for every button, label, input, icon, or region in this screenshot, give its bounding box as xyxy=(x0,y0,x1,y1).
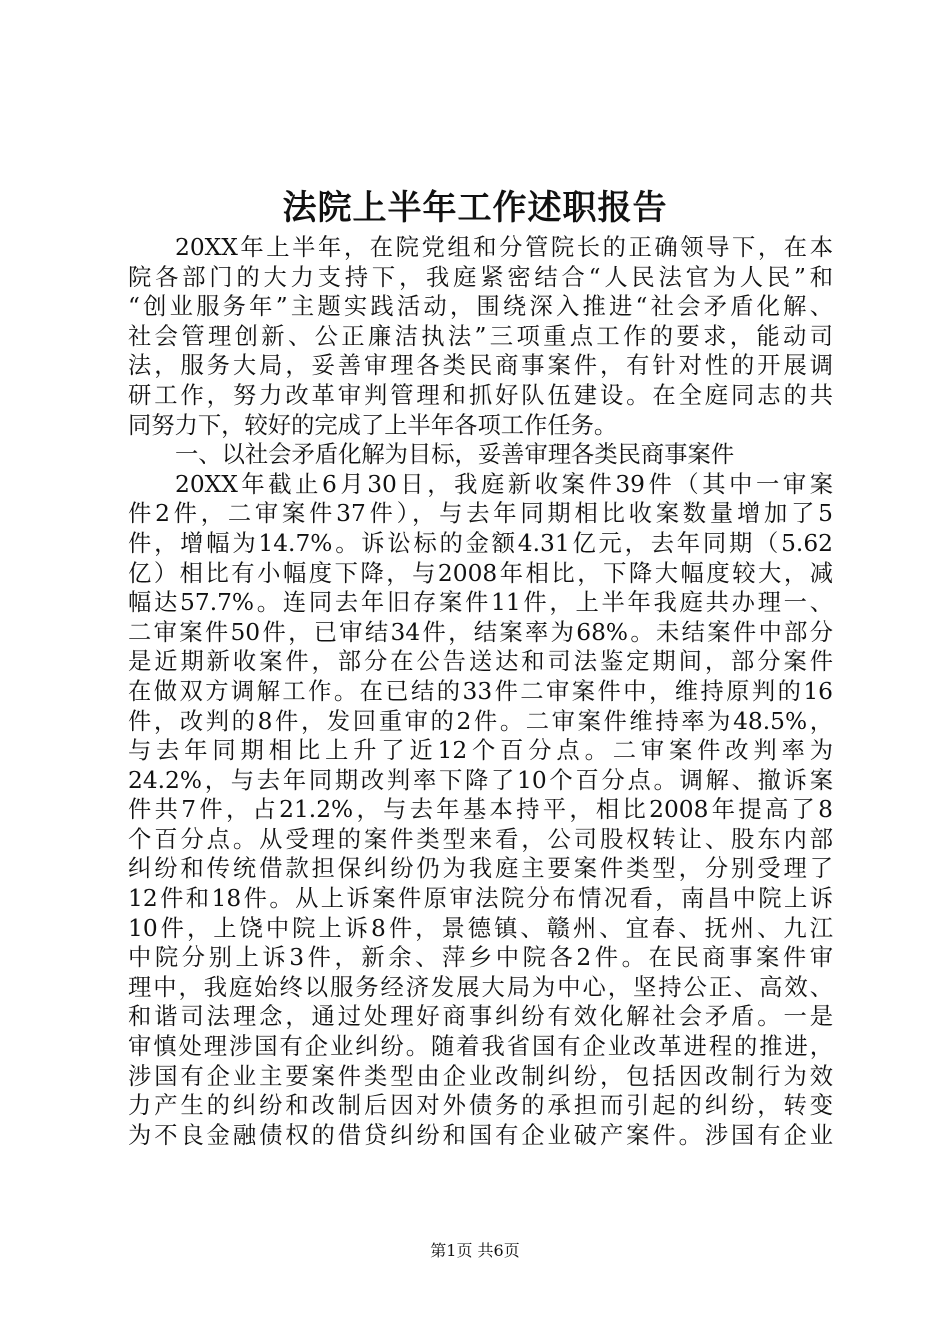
text-line: 件共7件，占21.2%，与去年基本持平，相比2008年提高了8 xyxy=(128,796,833,824)
document-body xyxy=(128,233,833,1150)
text-line: 幅达57.7%。连同去年旧存案件11件，上半年我庭共办理一、 xyxy=(128,589,833,617)
page-number-footer: 第1页 共6页 xyxy=(430,1241,520,1260)
text-line: 审慎处理涉国有企业纠纷。随着我省国有企业改革进程的推进， xyxy=(128,1033,833,1061)
text-line: 件，增幅为14.7%。诉讼标的金额4.31亿元，去年同期（5.62 xyxy=(128,529,833,557)
text-line: 为不良金融债权的借贷纠纷和国有企业破产案件。涉国有企业 xyxy=(128,1121,833,1149)
text-line: 件，改判的8件，发回重审的2件。二审案件维持率为48.5%， xyxy=(128,707,833,735)
text-line: 是近期新收案件，部分在公告送达和司法鉴定期间，部分案件 xyxy=(128,648,833,676)
text-line: 个百分点。从受理的案件类型来看，公司股权转让、股东内部 xyxy=(128,825,833,853)
text-line: 亿）相比有小幅度下降，与2008年相比，下降大幅度较大，减 xyxy=(128,559,833,587)
text-line: 20XX年上半年，在院党组和分管院长的正确领导下，在本 xyxy=(175,234,833,261)
text-line: 一、以社会矛盾化解为目标，妥善审理各类民商事案件 xyxy=(175,441,735,469)
text-line: 涉国有企业主要案件类型由企业改制纠纷，包括因改制行为效 xyxy=(128,1062,833,1090)
text-line: 同努力下，较好的完成了上半年各项工作任务。 xyxy=(128,411,618,439)
paragraph-cases xyxy=(128,470,833,1151)
text-line: 理中，我庭始终以服务经济发展大局为中心，坚持公正、高效、 xyxy=(128,973,833,1001)
text-line: 在做双方调解工作。在已结的33件二审案件中，维持原判的16 xyxy=(128,677,833,705)
text-line: 研工作，努力改革审判管理和抓好队伍建设。在全庭同志的共 xyxy=(128,381,833,409)
text-line: 与去年同期相比上升了近12个百分点。二审案件改判率为 xyxy=(128,737,833,765)
text-line: 法，服务大局，妥善审理各类民商事案件，有针对性的开展调 xyxy=(128,352,833,380)
text-line: “创业服务年”主题实践活动，围绕深入推进“社会矛盾化解、 xyxy=(128,293,833,321)
text-line: 和谐司法理念，通过处理好商事纠纷有效化解社会矛盾。一是 xyxy=(128,1003,833,1031)
text-line: 纠纷和传统借款担保纠纷仍为我庭主要案件类型，分别受理了 xyxy=(128,855,833,883)
text-line: 院各部门的大力支持下，我庭紧密结合“人民法官为人民”和 xyxy=(128,263,833,291)
text-line: 件2件，二审案件37件），与去年同期相比收案数量增加了5 xyxy=(128,500,833,528)
text-line: 力产生的纠纷和改制后因对外债务的承担而引起的纠纷，转变 xyxy=(128,1092,833,1120)
section-heading xyxy=(128,440,833,470)
text-line: 10件，上饶中院上诉8件，景德镇、赣州、宜春、抚州、九江 xyxy=(128,914,833,942)
text-line: 20XX年截止6月30日，我庭新收案件39件（其中一审案 xyxy=(175,470,833,498)
document-title: 法院上半年工作述职报告 xyxy=(282,188,668,228)
text-line: 12件和18件。从上诉案件原审法院分布情况看，南昌中院上诉 xyxy=(128,885,833,913)
text-line: 二审案件50件，已审结34件，结案率为68%。未结案件中部分 xyxy=(128,618,833,646)
text-line: 中院分别上诉3件，新余、萍乡中院各2件。在民商事案件审 xyxy=(128,944,833,972)
text-line: 社会管理创新、公正廉洁执法”三项重点工作的要求，能动司 xyxy=(128,322,833,350)
paragraph-intro xyxy=(128,233,833,440)
text-line: 24.2%，与去年同期改判率下降了10个百分点。调解、撤诉案 xyxy=(128,766,833,794)
